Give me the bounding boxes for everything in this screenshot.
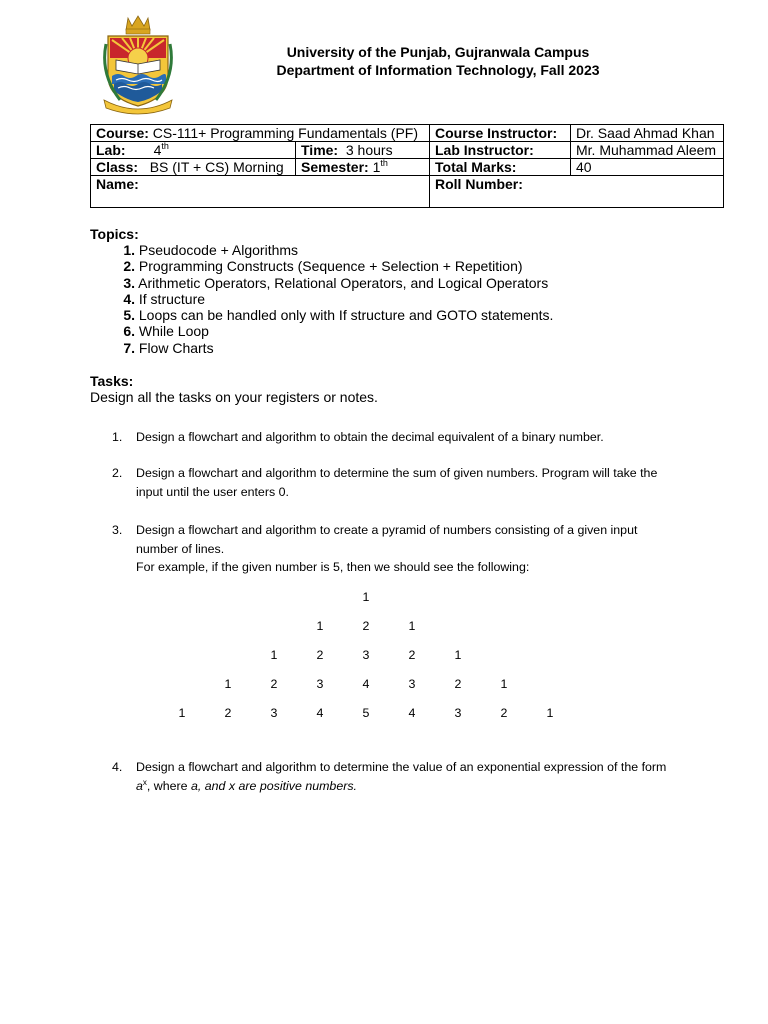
course-info-table bbox=[90, 124, 724, 208]
task-text: For example, if the given number is 5, then we should see the following: bbox=[136, 560, 530, 574]
topic-item bbox=[90, 340, 553, 356]
class-cell bbox=[91, 159, 296, 176]
topic-number: 4. bbox=[123, 290, 135, 307]
task-2 bbox=[112, 464, 702, 501]
pyramid-number: 2 bbox=[500, 706, 508, 720]
exp-power: x bbox=[142, 777, 147, 787]
topics-list bbox=[90, 242, 553, 356]
pyramid-number: 4 bbox=[362, 677, 370, 691]
pyramid-number: 2 bbox=[408, 648, 416, 662]
topic-text: Programming Constructs (Sequence + Selection + Repetition) bbox=[138, 258, 523, 275]
roll-number-label: Roll Number: bbox=[435, 176, 523, 192]
topic-item bbox=[90, 323, 553, 339]
task-text: Design a flowchart and algorithm to determine the sum of given numbers. Program will take the bbox=[136, 466, 658, 480]
topic-text: If structure bbox=[138, 290, 206, 307]
lab-cell bbox=[91, 142, 296, 159]
task-number: 4. bbox=[112, 760, 123, 774]
task-text: Design a flowchart and algorithm to create a pyramid of numbers consisting of a given input bbox=[136, 523, 638, 537]
course-label: Course: bbox=[96, 125, 149, 141]
lab-value-sup: th bbox=[161, 141, 169, 151]
total-marks-value: 40 bbox=[571, 159, 724, 176]
topic-item bbox=[90, 291, 553, 307]
exp-base: a bbox=[136, 778, 143, 793]
lab-value: 4 bbox=[153, 142, 162, 158]
tasks-intro: Design all the tasks on your registers or notes. bbox=[90, 389, 378, 405]
pyramid-number: 3 bbox=[362, 648, 370, 662]
semester-cell bbox=[296, 159, 430, 176]
semester-value: 1 bbox=[368, 159, 381, 175]
time-label: Time: bbox=[301, 142, 339, 158]
lab-instructor-value: Mr. Muhammad Aleem bbox=[571, 142, 724, 159]
topic-item bbox=[90, 307, 553, 323]
course-instructor-value: Dr. Saad Ahmad Khan bbox=[571, 125, 724, 142]
pyramid-number: 1 bbox=[454, 648, 462, 662]
topic-item bbox=[90, 242, 553, 258]
semester-label: Semester: bbox=[301, 159, 369, 175]
task-1 bbox=[112, 428, 702, 447]
pyramid-number: 4 bbox=[408, 706, 416, 720]
topic-item bbox=[90, 275, 553, 291]
topic-text: Pseudocode + Algorithms bbox=[138, 242, 299, 258]
class-value: BS (IT + CS) Morning bbox=[149, 159, 284, 175]
pyramid-number: 3 bbox=[270, 706, 278, 720]
university-crest-logo bbox=[100, 14, 176, 116]
class-label: Class: bbox=[96, 159, 139, 175]
pyramid-number: 1 bbox=[546, 706, 554, 720]
pyramid-number: 1 bbox=[500, 677, 508, 691]
task-text-formula bbox=[136, 777, 702, 796]
topic-number: 3. bbox=[123, 274, 135, 291]
pyramid-number: 1 bbox=[362, 590, 370, 604]
pyramid-number: 5 bbox=[362, 706, 370, 720]
topics-heading: Topics: bbox=[90, 226, 139, 242]
topic-number: 5. bbox=[123, 307, 135, 324]
course-instructor-label: Course Instructor: bbox=[430, 125, 571, 142]
pyramid-number: 2 bbox=[316, 648, 324, 662]
pyramid-number: 1 bbox=[270, 648, 278, 662]
topic-text: Flow Charts bbox=[138, 339, 214, 356]
name-cell[interactable] bbox=[91, 176, 430, 208]
lab-row bbox=[91, 142, 724, 159]
time-cell bbox=[296, 142, 430, 159]
task-text: number of lines. bbox=[136, 541, 225, 556]
pyramid-number: 2 bbox=[454, 677, 462, 691]
pyramid-number: 4 bbox=[316, 706, 324, 720]
exp-rest-italic: a, and x are positive numbers. bbox=[190, 778, 357, 793]
pyramid-number: 2 bbox=[270, 677, 278, 691]
course-cell bbox=[91, 125, 430, 142]
pyramid-number: 3 bbox=[408, 677, 416, 691]
task-number: 1. bbox=[112, 430, 123, 444]
topic-text: Arithmetic Operators, Relational Operators, and Logical Operators bbox=[138, 274, 549, 291]
pyramid-number: 3 bbox=[316, 677, 324, 691]
pyramid-number: 2 bbox=[362, 619, 370, 633]
pyramid-number: 1 bbox=[408, 619, 416, 633]
semester-value-sup: th bbox=[380, 158, 388, 168]
topic-number: 1. bbox=[123, 242, 135, 258]
task-text: Design a flowchart and algorithm to determine the value of an exponential expression of the form bbox=[136, 760, 667, 774]
roll-number-cell[interactable] bbox=[430, 176, 724, 208]
task-number: 3. bbox=[112, 523, 123, 537]
name-row bbox=[91, 176, 724, 208]
course-row bbox=[91, 125, 724, 142]
name-label: Name: bbox=[96, 176, 139, 192]
topic-number: 2. bbox=[123, 258, 135, 275]
pyramid-number: 1 bbox=[316, 619, 324, 633]
pyramid-number: 2 bbox=[224, 706, 232, 720]
total-marks-label: Total Marks: bbox=[430, 159, 571, 176]
course-value: CS-111+ Programming Fundamentals (PF) bbox=[148, 125, 418, 141]
lab-label: Lab: bbox=[96, 142, 126, 158]
class-row bbox=[91, 159, 724, 176]
time-value: 3 hours bbox=[345, 142, 393, 158]
exp-rest: , where bbox=[146, 778, 191, 793]
topic-text: Loops can be handled only with If structure and GOTO statements. bbox=[138, 307, 554, 324]
task-4 bbox=[112, 758, 702, 795]
task-text: input until the user enters 0. bbox=[136, 484, 289, 499]
pyramid-number: 1 bbox=[224, 677, 232, 691]
task-number: 2. bbox=[112, 466, 123, 480]
topic-number: 6. bbox=[123, 323, 135, 340]
pyramid-number: 3 bbox=[454, 706, 462, 720]
task-3 bbox=[112, 521, 702, 577]
topic-number: 7. bbox=[123, 339, 135, 356]
tasks-heading: Tasks: bbox=[90, 373, 134, 389]
pyramid-number: 1 bbox=[178, 706, 186, 720]
topic-text: While Loop bbox=[138, 323, 209, 340]
lab-instructor-label: Lab Instructor: bbox=[430, 142, 571, 159]
department-title: Department of Information Technology, Fall 2023 bbox=[276, 62, 600, 78]
topic-item bbox=[90, 258, 553, 274]
university-title: University of the Punjab, Gujranwala Campus bbox=[286, 44, 590, 60]
task-text: Design a flowchart and algorithm to obtain the decimal equivalent of a binary number. bbox=[136, 430, 604, 444]
